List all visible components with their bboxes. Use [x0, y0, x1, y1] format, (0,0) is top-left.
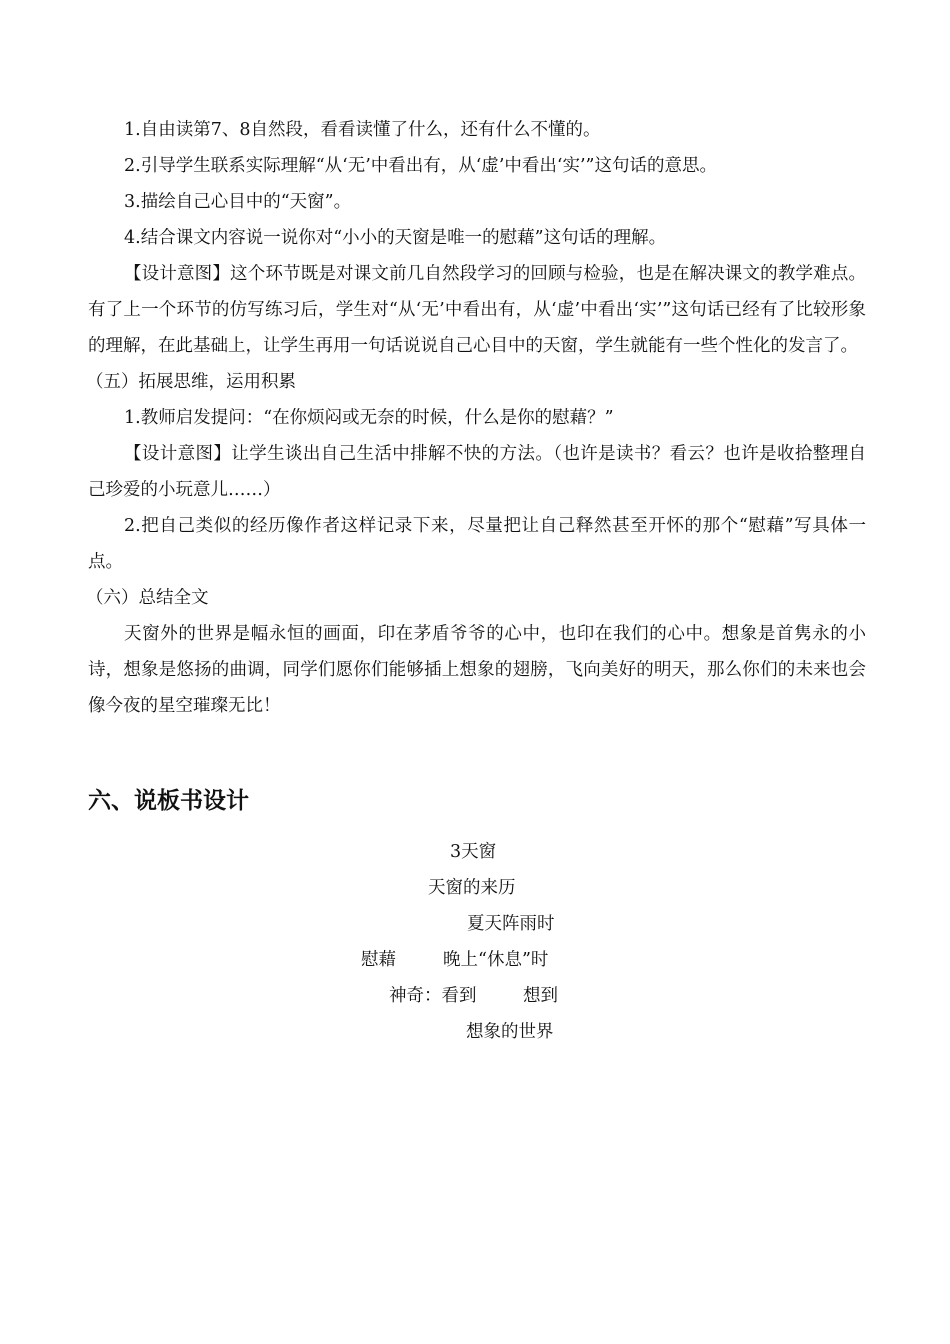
design-intent-1: 【设计意图】这个环节既是对课文前几自然段学习的回顾与检验，也是在解决课文的教学难点。有了上一个环节的仿写练习后，学生对“从‘无’中看出有，从‘虚’中看出‘实’”这句话已经有了比较形象的理解，在此基础上，让学生再用一句话说说自己心目中的天窗，学生就能有一些个性化的发言了。: [88, 264, 866, 356]
step-3: 3.描绘自己心目中的“天窗”。: [124, 192, 352, 212]
board-world: 想象的世界: [466, 1022, 554, 1042]
summary-paragraph: 天窗外的世界是幅永恒的画面，印在茅盾爷爷的心中，也印在我们的心中。想象是首隽永的小诗，想象是悠扬的曲调，同学们愿你们能够插上想象的翅膀，飞向美好的明天，那么你们的未来也会像今夜的星空璀璨无比！: [88, 624, 866, 716]
section-heading: 六、说板书设计: [88, 788, 249, 814]
board-title: 3天窗: [450, 842, 497, 862]
design-intent-2: 【设计意图】让学生谈出自己生活中排解不快的方法。（也许是读书？看云？也许是收拾整理自己珍爱的小玩意儿……）: [88, 444, 866, 500]
board-think: 想到: [523, 986, 558, 1006]
board-origin: 天窗的来历: [428, 878, 516, 898]
step-1: 1.自由读第7、8自然段，看看读懂了什么，还有什么不懂的。: [124, 120, 601, 140]
board-summer: 夏天阵雨时: [467, 914, 555, 934]
step-2: 2.引导学生联系实际理解“从‘无’中看出有，从‘虚’中看出‘实’”这句话的意思。: [124, 156, 717, 176]
step-4: 4.结合课文内容说一说你对“小小的天窗是唯一的慰藉”这句话的理解。: [124, 228, 667, 248]
section-5-question-2: 2.把自己类似的经历像作者这样记录下来，尽量把让自己释然甚至开怀的那个“慰藉”写具体一点。: [88, 516, 866, 572]
document-body: [88, 112, 866, 724]
board-comfort: 慰藉: [361, 950, 396, 970]
section-6-title: （六）总结全文: [86, 588, 209, 608]
board-magic: 神奇：看到: [389, 986, 477, 1006]
board-night: 晚上“休息”时: [443, 950, 549, 970]
section-5-title: （五）拓展思维，运用积累: [86, 372, 296, 392]
section-5-question-1: 1.教师启发提问：“在你烦闷或无奈的时候，什么是你的慰藉？”: [124, 408, 614, 428]
